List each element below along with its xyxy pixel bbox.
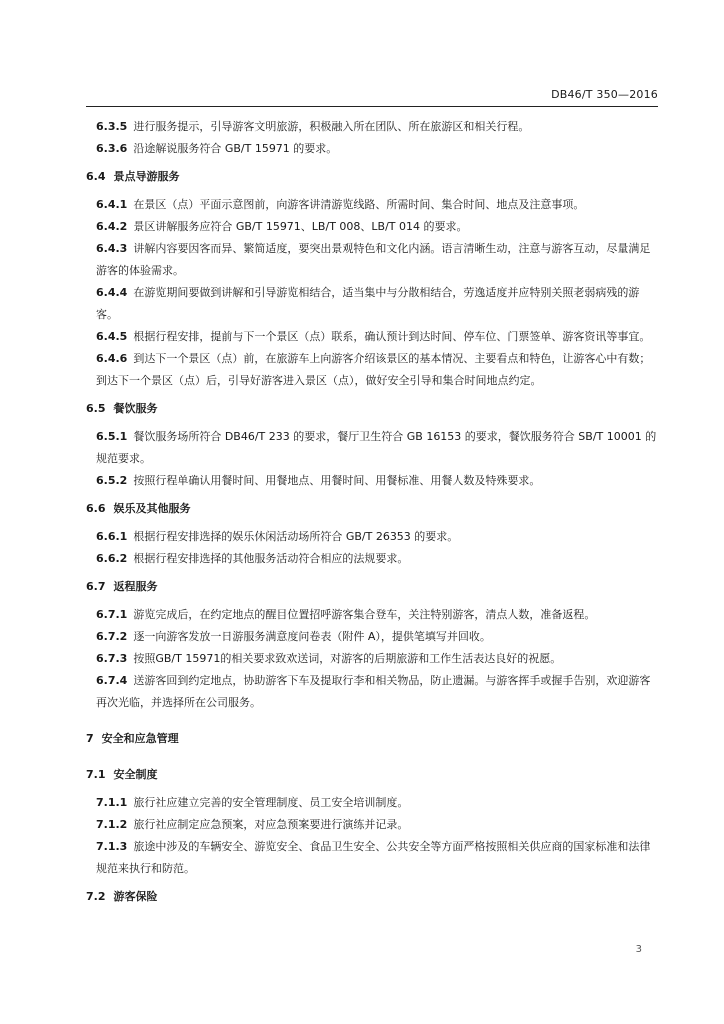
chapter-title: 安全和应急管理 — [101, 732, 179, 745]
section-number: 6.4 — [86, 170, 106, 183]
clause-text: 到达下一个景区（点）前，在旅游车上向游客介绍该景区的基本情况、主要看点和特色，让游客心中有数；到达下一个景区（点）后，引导好游客进入景区（点），做好安全引导和集合时间地点约定。 — [96, 352, 651, 387]
clause-number: 6.4.6 — [96, 352, 128, 365]
section-title: 游客保险 — [113, 890, 158, 903]
section-title: 安全制度 — [113, 768, 158, 781]
clause-number: 6.3.6 — [96, 142, 128, 155]
section-title: 景点导游服务 — [113, 170, 180, 183]
section-7-2 — [86, 886, 658, 908]
chapter-number: 7 — [86, 732, 94, 745]
clause-7-1-1 — [86, 792, 658, 814]
clause-number: 6.6.1 — [96, 530, 128, 543]
clause-text: 旅途中涉及的车辆安全、游览安全、食品卫生安全、公共安全等方面严格按照相关供应商的国家标准和法律规范来执行和防范。 — [96, 840, 651, 875]
clause-number: 6.4.2 — [96, 220, 128, 233]
clause-number: 6.4.4 — [96, 286, 128, 299]
clause-number: 6.3.5 — [96, 120, 128, 133]
section-number: 6.7 — [86, 580, 106, 593]
clause-text: 游览完成后，在约定地点的醒目位置招呼游客集合登车，关注特别游客，清点人数，准备返程。 — [133, 608, 596, 621]
clause-6-3-5 — [86, 116, 658, 138]
clause-6-3-6 — [86, 138, 658, 160]
clause-text: 在景区（点）平面示意图前，向游客讲清游览线路、所需时间、集合时间、地点及注意事项。 — [133, 198, 585, 211]
header-rule — [86, 106, 658, 107]
clause-text: 旅行社应建立完善的安全管理制度、员工安全培训制度。 — [133, 796, 409, 809]
clause-7-1-3 — [86, 836, 658, 880]
clause-number: 6.5.2 — [96, 474, 128, 487]
clause-text: 根据行程安排选择的娱乐休闲活动场所符合 GB/T 26353 的要求。 — [133, 530, 459, 543]
section-title: 返程服务 — [113, 580, 158, 593]
clause-number: 7.1.2 — [96, 818, 128, 831]
clause-text: 按照GB/T 15971的相关要求致欢送词，对游客的后期旅游和工作生活表达良好的祝愿。 — [133, 652, 562, 665]
section-title: 娱乐及其他服务 — [113, 502, 191, 515]
clause-text: 餐饮服务场所符合 DB46/T 233 的要求，餐厅卫生符合 GB 16153 的要求，餐饮服务符合 SB/T 10001 的规范要求。 — [96, 430, 657, 465]
clause-6-4-5 — [86, 326, 658, 348]
clause-6-7-3 — [86, 648, 658, 670]
clause-6-7-4 — [86, 670, 658, 714]
clause-6-4-1 — [86, 194, 658, 216]
clause-6-5-1 — [86, 426, 658, 470]
clause-6-4-4 — [86, 282, 658, 326]
clause-number: 6.7.4 — [96, 674, 128, 687]
clause-6-5-2 — [86, 470, 658, 492]
clause-text: 送游客回到约定地点，协助游客下车及提取行李和相关物品，防止遗漏。与游客挥手或握手告别，欢迎游客再次光临，并选择所在公司服务。 — [96, 674, 651, 709]
clause-number: 7.1.3 — [96, 840, 128, 853]
section-7-1 — [86, 764, 658, 786]
section-number: 7.2 — [86, 890, 106, 903]
document-body — [86, 116, 658, 908]
section-6-7 — [86, 576, 658, 598]
clause-number: 6.5.1 — [96, 430, 128, 443]
clause-text: 根据行程安排，提前与下一个景区（点）联系，确认预计到达时间、停车位、门票签单、游客资讯等事宜。 — [133, 330, 651, 343]
clause-text: 景区讲解服务应符合 GB/T 15971、LB/T 008、LB/T 014 的要求。 — [133, 220, 468, 233]
section-6-4 — [86, 166, 658, 188]
clause-6-4-3 — [86, 238, 658, 282]
clause-number: 6.7.3 — [96, 652, 128, 665]
section-title: 餐饮服务 — [113, 402, 158, 415]
clause-text: 沿途解说服务符合 GB/T 15971 的要求。 — [133, 142, 338, 155]
clause-number: 6.6.2 — [96, 552, 128, 565]
clause-6-7-2 — [86, 626, 658, 648]
clause-text: 进行服务提示，引导游客文明旅游，积极融入所在团队、所在旅游区和相关行程。 — [133, 120, 530, 133]
section-number: 7.1 — [86, 768, 106, 781]
clause-number: 6.4.1 — [96, 198, 128, 211]
clause-text: 旅行社应制定应急预案，对应急预案要进行演练并记录。 — [133, 818, 409, 831]
clause-text: 在游览期间要做到讲解和引导游览相结合，适当集中与分散相结合，劳逸适度并应特别关照老弱病残的游客。 — [96, 286, 640, 321]
clause-6-4-6 — [86, 348, 658, 392]
clause-number: 6.7.2 — [96, 630, 128, 643]
section-number: 6.5 — [86, 402, 106, 415]
clause-number: 7.1.1 — [96, 796, 128, 809]
document-header-id: DB46/T 350—2016 — [551, 88, 658, 101]
clause-text: 按照行程单确认用餐时间、用餐地点、用餐时间、用餐标准、用餐人数及特殊要求。 — [133, 474, 541, 487]
page-number: 3 — [635, 944, 642, 955]
section-number: 6.6 — [86, 502, 106, 515]
section-6-6 — [86, 498, 658, 520]
clause-text: 讲解内容要因客而异、繁简适度，要突出景观特色和文化内涵。语言清晰生动，注意与游客互动，尽量满足游客的体验需求。 — [96, 242, 651, 277]
clause-text: 逐一向游客发放一日游服务满意度问卷表（附件 A），提供笔填写并回收。 — [133, 630, 491, 643]
clause-text: 根据行程安排选择的其他服务活动符合相应的法规要求。 — [133, 552, 409, 565]
clause-number: 6.4.3 — [96, 242, 128, 255]
clause-number: 6.4.5 — [96, 330, 128, 343]
clause-7-1-2 — [86, 814, 658, 836]
section-6-5 — [86, 398, 658, 420]
clause-6-6-1 — [86, 526, 658, 548]
chapter-7 — [86, 728, 658, 750]
clause-6-4-2 — [86, 216, 658, 238]
clause-6-7-1 — [86, 604, 658, 626]
clause-6-6-2 — [86, 548, 658, 570]
clause-number: 6.7.1 — [96, 608, 128, 621]
